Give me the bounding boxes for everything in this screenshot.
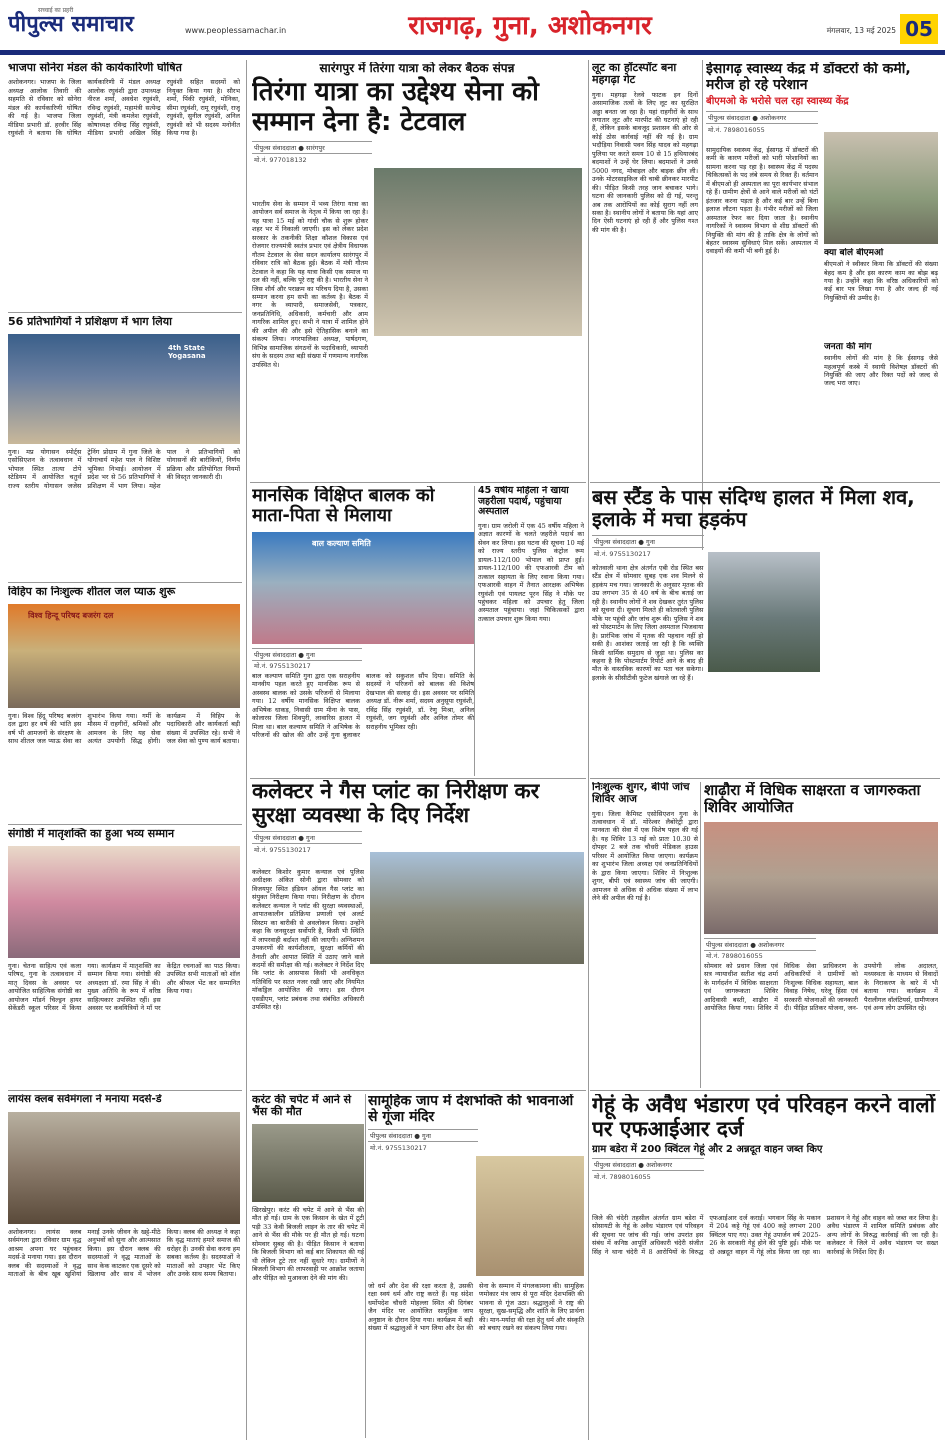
photo-women-honour <box>8 846 240 958</box>
headline: सामूहिक जाप में देशभक्ति की भावनाओं से गूंजा मंदिर <box>368 1094 574 1125</box>
article-temple-jaap <box>368 1094 584 1438</box>
story-rule <box>8 312 242 313</box>
headline: संगोष्ठी में मातृशक्ति का हुआ भव्य सम्मान <box>8 828 175 840</box>
headline: विहिप का निःशुल्क शीतल जल प्याऊ शुरू <box>8 586 176 598</box>
story-rule <box>250 482 586 483</box>
headline: निःशुल्क शुगर, बीपी जांच शिविर आज <box>592 782 690 805</box>
headline: तिरंगा यात्रा का उद्देश्य सेना को सम्मान देना है: टेटवाल <box>252 77 539 137</box>
story-rule <box>590 778 940 779</box>
headline: मानसिक विक्षिप्त बालक को माता-पिता से मिलाया <box>252 486 435 527</box>
article-body: गुना। ग्राम जरोली में एक 45 वर्षीय महिला ने अज्ञात कारणों के चलते जहरीले पदार्थ का सेवन कर लिया। इस घटना की सूचना 10 मई को राज्य स्तरीय पुलिस कंट्रोल रूम डायल-112/100 भोपाल को प्राप्त हुई। डायल-112/100 की एफआरवी टीम को तत्काल सहायता के लिए रवाना किया गया। एफआरवी वाहन में तैनात आरक्षक अभिषेक रघुवंशी एवं पायलट पूरन सिंह ने मौके पर पहुंचकर महिला को उपचार हेतु जिला अस्पताल पहुंचाया। जहां चिकित्सकों द्वारा तत्काल उपचार शुरू किया गया। <box>478 521 584 623</box>
article-matrushakti <box>8 828 240 1088</box>
headline: शाढ़ौरा में विधिक साक्षरता व जागरुकता शिविर आयोजित <box>704 782 921 816</box>
article-body: गुना। महगढ़ा रेलवे फाटक इन दिनों असामाजिक तत्वों के लिए लूट का सुरक्षित अड्डा बनता जा रहा है। यहां राहगीरों के साथ लगातार लूट और मारपीट की घटनाएं हो रही हैं, लेकिन इसके बावजूद प्रशासन की ओर से कोई ठोस कार्रवाई नहीं की गई है। ग्राम भदौड़िया निवासी पवन सिंह यादव को महगढ़ा पुलिया पर करते समय 10 से 15 हथियारबंद बदमाशों ने उन्हें घेर लिया। बदमाशों ने उनसे 5000 नगद, मोबाइल और बाइक छीन ली। उनके मोटरसाइकिल की चाबी छीनकर मारपीट की। पीड़ित किसी तरह जान बचाकर भागे। घटना की जानकारी पुलिस को दी गई, परन्तु अब तक आरोपियों का कोई सुराग नहीं लग सका है। स्थानीय लोगों ने बताया कि यहां आए दिन ऐसी घटनाएं हो रही हैं और पुलिस गश्त की मांग की है। <box>592 90 698 234</box>
article-body: अशोकनगर। लायंस क्लब सर्वमंगला द्वारा रविवार ग्राम वृद्ध आश्रम अपना घर पहुंचकर मदर्स-डे मनाया गया। इस दौरान क्लब की सदस्याओं ने वृद्ध माताओं के बीच खूब खुशियां मनाईं उनके जीवन के खट्टे-मीठे अनुभवों को सुना और आत्मसात किया। इस दौरान क्लब की सदस्याओं ने वृद्ध माताओं के साथ केक काटकर एक दूसरे को खिलाया और साथ में भोजन किया। क्लब की अध्यक्ष ने कहा कि वृद्ध माताएं हमारे समाज की धरोहर हैं। उनकी सेवा करना हम सबका कर्तव्य है। सदस्याओं ने माताओं को उपहार भेंट किए और उनके साथ समय बिताया। <box>8 1228 240 1279</box>
story-rule <box>250 778 586 779</box>
article-body: जो धर्म और देश की रक्षा करता है, उसकी रक्षा स्वयं धर्म और राष्ट्र करते हैं। यह संदेश धर्मोपदेश चौधरी मोहल्ला स्थित श्री दिगंबर जैन मंदिर पर आयोजित सामूहिक जाप अनुष्ठान के दौरान दिया गया। कार्यक्रम में बड़ी संख्या में श्रद्धालुओं ने भाग लिया और देश की सेना के सम्मान में मंगलकामना की। सामूहिक णमोकार मंत्र जाप से पूरा मंदिर देशभक्ति की भावना से गूंज उठा। श्रद्धालुओं ने राष्ट्र की सुरक्षा, सुख-समृद्धि और शांति के लिए प्रार्थना की। मान-मर्यादा की रक्षा हेतु धर्म और संस्कृति को बचाए रखने का संकल्प लिया गया। <box>368 1282 584 1333</box>
article-tiranga-yatra <box>252 62 582 480</box>
article-body: सोमवार को प्रधान जिला एवं सत्र न्यायाधीश सतीश चंद्र शर्मा के मार्गदर्शन में विधिक साक्षरता एवं जागरूकता शिविर आदिवासी बस्ती, शाढ़ौरा में आयोजित किया गया। शिविर में विधिक सेवा प्राधिकरण के अधिकारियों ने ग्रामीणों को निःशुल्क विधिक सहायता, बाल विवाह निषेध, घरेलू हिंसा एवं सरकारी योजनाओं की जानकारी दी। पीड़ित प्रतिकर योजना, जन-उपयोगी लोक अदालत, मध्यस्थता के माध्यम से विवादों के निराकरण के बारे में भी बताया गया। कार्यक्रम में पैरालीगल वॉलंटियर्स, ग्रामीणजन एवं अन्य लोग उपस्थित रहे। <box>704 962 938 1013</box>
photo-child-welfare <box>252 532 474 644</box>
article-lions-mothers-day <box>8 1094 240 1438</box>
article-missing-boy <box>252 486 474 776</box>
masthead <box>0 0 945 58</box>
photo-vhp-group <box>8 604 240 708</box>
headline: 56 प्रतिभागियों ने प्रशिक्षण में भाग लिया <box>8 316 172 328</box>
byline: पीपुल्स संवाददाता ● सारंगपुर <box>252 141 372 154</box>
story-rule <box>590 1090 940 1091</box>
section-title: राजगढ़, गुना, अशोकनगर <box>408 11 652 41</box>
article-body: भारतीय सेना के सम्मान में भव्य तिरंगा यात्रा का आयोजन सर्व समाज के नेतृत्व में किया जा रहा है। यह यात्रा 15 मई को गांधी चौक से शुरू होकर शहर भर में निकाली जाएगी। इस को लेकर प्रदेश सरकार के तकनीकी शिक्षा कौशल विकास एवं रोजगार राज्यमंत्री स्वतंत्र प्रभार एवं क्षेत्रीय विधायक गौतम टेटवाल के सेवा सदन कार्यालय सारंगपुर में रविवार रात्रि को बैठक हुई। बैठक में मंत्री गौतम टेटवाल ने कहा कि यह यात्रा किसी एक समाज या दल की नहीं, बल्कि पूरे राष्ट्र की है। भारतीय सेना ने जिस शौर्य और पराक्रम का परिचय दिया है, उसका सम्मान करना हम सभी का कर्तव्य है। बैठक में नगर के व्यापारी, समाजसेवी, पत्रकार, जनप्रतिनिधि, अधिकारी, कर्मचारी और आम नागरिक शामिल हुए। सभी ने यात्रा में शामिल होने की अपील की और इसे ऐतिहासिक बनाने का संकल्प लिया। नगरपालिका अध्यक्ष, पार्षदगण, विभिन्न सामाजिक संगठनों के पदाधिकारी, व्यापारी संघ के सदस्य तथा बड़ी संख्या में गणमान्य नागरिक उपस्थित थे। <box>252 200 368 369</box>
column-rule <box>702 60 703 550</box>
article-legal-literacy <box>704 782 938 1088</box>
story-rule <box>8 824 242 825</box>
article-vhp-water <box>8 586 240 822</box>
box-public-demand <box>824 342 938 480</box>
article-sugar-camp <box>592 782 698 1088</box>
article-bjp-mandal <box>8 62 240 310</box>
article-wheat-fir <box>592 1094 938 1438</box>
byline-mobile: मो.नं. 9755130217 <box>254 846 311 855</box>
article-body: गुना। विश्व हिंदू परिषद बजरंग दल द्वारा हर वर्ष की भांति इस वर्ष भी आमजनों के संरक्षण के साथ शीतल जल प्याऊ सेवा का शुभारंभ किया गया। गर्मी के मौसम में राहगीरों, श्रमिकों और आमजन के लिए यह सेवा अत्यंत उपयोगी सिद्ध होगी। कार्यक्रम में विहिप के पदाधिकारी और कार्यकर्ता बड़ी संख्या में उपस्थित रहे। सभी ने जल सेवा को पुण्य कार्य बताया। <box>8 712 240 746</box>
article-body: खिरखेपुर। करंट की चपेट में आने से भैंस की मौत हो गई। ग्राम के एक किसान के खेत में टूटी पड़ी 33 केवी बिजली लाइन के तार की चपेट में आने से भैंस की मौके पर ही मौत हो गई। घटना सोमवार सुबह की है। पीड़ित किसान ने बताया कि बिजली विभाग को कई बार शिकायत की गई थी लेकिन टूटे तार नहीं सुधारे गए। ग्रामीणों ने बिजली विभाग की लापरवाही पर आक्रोश जताया और पीड़ित को मुआवजा देने की मांग की। <box>252 1206 364 1282</box>
photo-temple <box>476 1156 584 1276</box>
column-rule <box>588 60 589 1440</box>
page-number: 05 <box>900 14 938 44</box>
masthead-rule <box>0 50 945 55</box>
photo-meeting <box>374 168 582 336</box>
article-body: गुना। जिला कैमिस्ट एसोसिएशन गुना के तत्वावधान में डॉ. मोरेश्वर लैबोरेट्री द्वारा मानवता की सेवा में एक विशेष पहल की गई है। यह शिविर 13 मई को प्रातः 10.30 से दोपहर 2 बजे तक चौधरी मेडिकल हाउस परिसर में आयोजित किया जाएगा। कार्यक्रम का शुभारंभ जिला अध्यक्ष एवं जनप्रतिनिधियों के द्वारा किया जाएगा। शिविर में निःशुल्क शुगर, बीपी एवं स्वास्थ्य जांच की जाएगी। आमजन से अधिक से अधिक संख्या में लाभ लेने की अपील की गई है। <box>592 809 698 903</box>
article-loot-hotspot <box>592 62 698 480</box>
article-isagarh-health <box>706 62 938 482</box>
article-body: सामुदायिक स्वास्थ्य केंद्र, ईसागढ़ में डॉक्टरों की कमी के कारण मरीजों को भारी परेशानियों का सामना करना पड़ रहा है। स्वास्थ्य केंद्र में पदस्थ चिकित्सकों के पद लंबे समय से रिक्त हैं। वर्तमान में बीएमओ ही अस्पताल का पूरा कार्यभार संभाल रहे हैं। ग्रामीण क्षेत्रों से आने वाले मरीजों को घंटों इंतजार करना पड़ता है और कई बार उन्हें बिना इलाज लौटना पड़ता है। गंभीर मरीजों को जिला अस्पताल रेफर कर दिया जाता है। स्थानीय नागरिकों ने स्वास्थ्य विभाग से शीघ्र डॉक्टरों की नियुक्ति की मांग की है ताकि क्षेत्र के लोगों को बेहतर स्वास्थ्य सुविधाएं मिल सकें। अस्पताल में दवाइयों की कमी भी बनी हुई है। <box>706 146 818 256</box>
photo-yoga-group <box>8 334 240 444</box>
masthead-url[interactable]: www.peoplessamachar.in <box>185 26 287 35</box>
headline: कलेक्टर ने गैस प्लांट का निरीक्षण कर सुरक्षा व्यवस्था के दिए निर्देश <box>252 780 540 827</box>
column-rule <box>700 782 701 1088</box>
box-title: जनता की मांग <box>824 342 872 352</box>
byline: पीपुल्स संवाददाता ● गुना <box>252 831 362 844</box>
headline: गेहूं के अवैध भंडारण एवं परिवहन करने वालों पर एफआईआर दर्ज <box>592 1094 936 1141</box>
headline: लूट का हॉटस्पॉट बना महगढ़ा गेट <box>592 62 677 87</box>
byline-mobile: मो.नं. 7898016055 <box>706 952 763 960</box>
box-bmo <box>824 248 938 338</box>
byline: पीपुल्स संवाददाता ● गुना <box>252 648 362 661</box>
byline: पीपुल्स संवाददाता ● गुना <box>592 535 704 548</box>
column-rule <box>246 60 247 1440</box>
column-rule <box>365 1094 366 1438</box>
headline: लायंस क्लब सर्वमंगला ने मनाया मदर्स-डे <box>8 1094 162 1105</box>
photo-banner-text: 4th State Yogasana <box>168 344 206 360</box>
byline: पीपुल्स संवाददाता ● अशोकनगर <box>592 1158 704 1171</box>
article-body: गुना। मप्र योगासन स्पोर्ट्स एसोसिएशन के तत्वावधान में भोपाल स्थित तात्या टोपे स्टेडियम में आयोजित चतुर्थ राज्य स्तरीय योगासन जजेस ट्रेनिंग प्रोग्राम में गुना जिले के योगाचार्य महेश पाल ने विशिष्ट भूमिका निभाई। आयोजन में प्रदेश भर से 56 प्रतिभागियों ने प्रशिक्षण में भाग लिया। महेश पाल ने प्रतिभागियों को योगासनों की बारीकियों, निर्णय प्रक्रिया और प्रतियोगिता नियमों की विस्तृत जानकारी दी। <box>8 448 240 490</box>
box-title: क्या बोले बीएमओ <box>824 248 884 258</box>
story-rule <box>590 482 940 483</box>
article-buffalo-death <box>252 1094 364 1438</box>
photo-health-centre <box>824 132 938 244</box>
byline-mobile: मो.नं. 9755130217 <box>594 549 651 558</box>
headline: भाजपा सोनेरा मंडल की कार्यकारिणी घोषित <box>8 62 182 74</box>
story-rule <box>8 582 242 583</box>
photo-legal-camp <box>704 822 938 934</box>
photo-banner-text: विश्व हिन्दू परिषद बजरंग दल <box>28 611 114 620</box>
subheadline: ग्राम बडेरा में 200 क्विंटल गेहूं और 2 अन्नदूत वाहन जब्त किए <box>592 1144 823 1156</box>
article-body: कलेक्टर किशोर कुमार कन्याल एवं पुलिस अधीक्षक अंकित सोनी द्वारा सोमवार को विजयपुर स्थित इंडियन ऑयल गैस प्लांट का संयुक्त निरीक्षण किया गया। निरीक्षण के दौरान कलेक्टर कन्याल ने प्लांट की सुरक्षा व्यवस्थाओं, आपातकालीन प्रतिक्रिया प्रणाली एवं अलर्ट सिस्टम का बारीकी से अवलोकन किया। उन्होंने कहा कि जनसुरक्षा सर्वोपरि है, किसी भी स्थिति में लापरवाही बर्दाश्त नहीं की जाएगी। अग्निशमन उपकरणों की कार्यशीलता, सुरक्षा कर्मियों की तैनाती और आपात स्थिति में उठाए जाने वाले कदमों की समीक्षा की गई। कलेक्टर ने निर्देश दिए कि प्लांट के आसपास किसी भी अनधिकृत गतिविधि पर सतत नजर रखी जाए और नियमित मॉकड्रिल आयोजित की जाए। इस दौरान एसडीएम, प्लांट प्रबंधक तथा संबंधित अधिकारी उपस्थित रहे। <box>252 868 364 1012</box>
byline: पीपुल्स संवाददाता ● अशोकनगर <box>706 111 818 124</box>
masthead-logo <box>8 6 183 40</box>
article-dead-body <box>592 486 938 776</box>
article-yoga-training <box>8 316 240 580</box>
photo-banner-text: बाल कल्याण समिति <box>312 539 371 548</box>
article-body: गुना। चेतना साहित्य एवं कला परिषद, गुना के तत्वावधान में मातृ दिवस के अवसर पर आयोजित साहित्यिक संगोष्ठी का आयोजन मॉडर्न चिल्ड्रन हायर सेकेंडरी स्कूल परिसर में किया गया। कार्यक्रम में मातृशक्ति का सम्मान किया गया। संगोष्ठी की अध्यक्षता डॉ. रमा सिंह ने की। मुख्य अतिथि के रूप में वरिष्ठ साहित्यकार उपस्थित रहीं। इस अवसर पर कवयित्रियों ने माँ पर केंद्रित रचनाओं का पाठ किया। उपस्थित सभी माताओं को शॉल और श्रीफल भेंट कर सम्मानित किया गया। <box>8 962 240 1013</box>
subheadline: बीएमओ के भरोसे चल रहा स्वास्थ्य केंद्र <box>706 96 849 108</box>
byline-mobile: मो.नं. 9755130217 <box>254 662 311 670</box>
story-rule <box>250 1090 586 1091</box>
box-body: बीएमओ ने स्वीकार किया कि डॉक्टरों की संख्या बेहद कम है और इस कारण काम का बोझ बढ़ गया है। उन्होंने कहा कि वरिष्ठ अधिकारियों को कई बार पत्र लिखा गया है और जल्द ही नई नियुक्तियों की उम्मीद है। <box>824 260 938 302</box>
photo-buffalo <box>252 1124 364 1202</box>
byline: पीपुल्स संवाददाता ● अशोकनगर <box>704 938 816 951</box>
headline: ईसागढ़ स्वास्थ्य केंद्र में डॉक्टरों की कमी, मरीज हो रहे परेशान <box>706 62 911 93</box>
article-poison-woman <box>478 486 584 776</box>
byline-mobile: मो.नं. 7898016055 <box>708 125 765 134</box>
column-rule <box>474 486 475 776</box>
byline-mobile: मो.नं. 977018132 <box>254 155 307 164</box>
logo-text: पीपुल्स समाचार <box>8 12 134 37</box>
article-body: बाल कल्याण समिति गुना द्वारा एक सराहनीय मानवीय पहल करते हुए मानसिक रूप से अस्वस्थ बालक को उसके परिजनों से मिलाया गया। 12 वर्षीय मानसिक विक्षिप्त बालक अभिषेक धाकड़, निवासी ग्राम मीना के पास, कोलारस जिला शिवपुरी, लावारिस हालत में मिला था। बाल कल्याण समिति ने अभिषेक के परिजनों की खोज की और उन्हें गुना बुलाकर बालक को सकुशल सौंप दिया। समिति के सदस्यों ने परिजनों को बालक की विशेष देखभाल की सलाह दी। इस अवसर पर समिति अध्यक्ष डॉ. नीरू शर्मा, सदस्य अनुसूया रघुवंशी, रविंद्र सिंह रघुवंशी, डॉ. रेणु मिश्रा, अनिल रघुवंशी, जग रघुवंशी और अनिल तोमर की सराहनीय भूमिका रही। <box>252 672 474 740</box>
headline: बस स्टैंड के पास संदिग्ध हालत में मिला शव, इलाके में मचा हड़कंप <box>592 486 915 532</box>
article-body: जिले की चंदेरी तहसील अंतर्गत ग्राम बडेरा में सोसायटी के गेहूं के अवैध भंडारण एवं परिवहन की सूचना पर जांच की गई। जांच उपरांत इस संबंध में कनिष्ठ आपूर्ति अधिकारी चंदेरी संजीत सिंह ने थाना चंदेरी में 8 आरोपियों के विरुद्ध एफआईआर दर्ज कराई। भगवान सिंह के मकान में 204 कट्टे गेहूं एवं 400 कट्टे लगभग 200 क्विंटल पाए गए। उक्त गेहूं उपार्जन वर्ष 2025-26 के सरकारी गेहूं होने की पुष्टि हुई। मौके पर दो अन्नदूत वाहन में गेहूं लोड किया जा रहा था। प्रशासन ने गेहूं और वाहन को जब्त कर लिया है। अवैध भंडारण में शामिल समिति प्रबंधक और अन्य लोगों के विरुद्ध कार्रवाई की जा रही है। कलेक्टर ने जिले में अवैध भंडारण पर सख्त कार्रवाई के निर्देश दिए हैं। <box>592 1214 938 1256</box>
article-body: कोतवाली थाना क्षेत्र अंतर्गत एबी रोड स्थित बस स्टैंड क्षेत्र में सोमवार सुबह एक शव मिलने से हड़कंप मच गया। जानकारी के अनुसार मृतक की उम्र लगभग 35 से 40 वर्ष के बीच बताई जा रही है। स्थानीय लोगों ने शव देखकर तुरंत पुलिस को सूचना दी। सूचना मिलते ही कोतवाली पुलिस मौके पर पहुंची और जांच शुरू की। पुलिस ने शव को पोस्टमार्टम के लिए जिला अस्पताल भिजवाया है। प्रारंभिक जांच में मृतक की पहचान नहीं हो सकी है। आशंका जताई जा रही है कि व्यक्ति किसी धार्मिक समुदाय से जुड़ा था। पुलिस का कहना है कि पोस्टमार्टम रिपोर्ट आने के बाद ही मौत के वास्तविक कारणों का पता चल सकेगा। इलाके के सीसीटीवी फुटेज खंगाले जा रहे हैं। <box>592 564 704 682</box>
logo-tagline: सच्चाई का प्रहरी <box>38 7 74 14</box>
headline: करंट की चपेट में आने से भैंस की मौत <box>252 1094 352 1119</box>
article-gas-plant <box>252 780 584 1090</box>
issue-date: मंगलवार, 13 मई 2025 <box>826 26 896 35</box>
photo-gas-plant <box>370 852 584 964</box>
box-body: स्थानीय लोगों की मांग है कि ईसागढ़ जैसे महत्वपूर्ण कस्बे में स्थायी विशेषज्ञ डॉक्टरों की नियुक्ति की जाए और रिक्त पदों को जल्द से जल्द भरा जाए। <box>824 354 938 388</box>
article-body: अशोकनगर। भाजपा के जिला अध्यक्ष आलोक तिवारी की सहमति से रविवार को सोनेरा मंडल की कार्यकारिणी घोषित की गई है। भाजपा जिला मीडिया प्रभारी डॉ. हरवीर सिंह रघुवंशी ने बताया कि घोषित कार्यकारिणी में मंडल अध्यक्ष आलोक रघुवंशी द्वारा उपाध्यक्ष नीरज शर्मा, अवधेश रघुवंशी, रविन्द्र रघुवंशी, महामंत्री सत्येन्द्र रघुवंशी, मंत्री कमलेश रघुवंशी, कोषाध्यक्ष रविन्द्र सिंह रघुवंशी, मीडिया प्रभारी अखिल सिंह रघुवंशी सहित सदस्यों को नियुक्त किया गया है। सौरभ शर्मा, पिंकी रघुवंशी, मोनिका, सीमा रघुवंशी, रामू रघुवंशी, राजू रघुवंशी, सुनील रघुवंशी, अनिल रघुवंशी को भी सदस्य मनोनीत किया गया है। <box>8 78 240 138</box>
byline-mobile: मो.नं. 7898016055 <box>594 1173 651 1182</box>
photo-oldage-home <box>8 1112 240 1224</box>
kicker: सारंगपुर में तिरंगा यात्रा को लेकर बैठक संपन्न <box>319 62 515 75</box>
story-rule <box>8 1090 242 1091</box>
byline-mobile: मो.नं. 9755130217 <box>370 1144 427 1153</box>
headline: 45 वर्षीय महिला ने खाया जहरीला पदार्थ, पहुंचाया अस्पताल <box>478 486 569 518</box>
byline: पीपुल्स संवाददाता ● गुना <box>368 1129 478 1142</box>
